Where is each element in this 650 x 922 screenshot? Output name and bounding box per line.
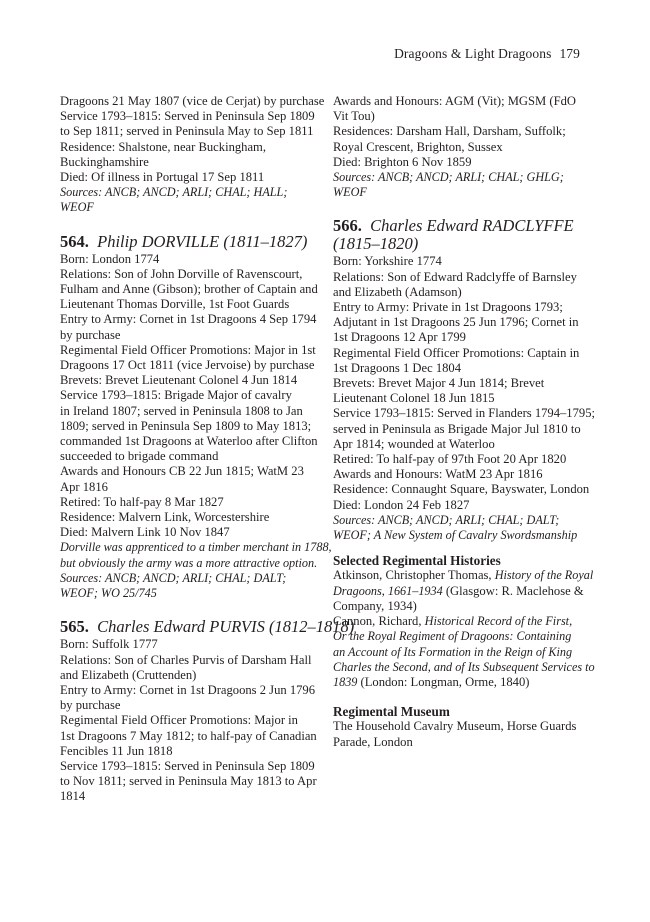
entry-number: 564. xyxy=(60,231,89,251)
text-line: Regimental Field Officer Promotions: Captain in xyxy=(333,345,580,360)
italic-line: WEOF xyxy=(60,200,94,215)
text-line: 1st Dragoons 12 Apr 1799 xyxy=(333,330,466,345)
italic-line: Or the Royal Regiment of Dragoons: Containing xyxy=(333,629,572,644)
text-line: Dragoons 17 Oct 1811 (vice Jervoise) by purchase xyxy=(60,358,315,373)
text-line: Born: Suffolk 1777 xyxy=(60,637,158,652)
italic-line: WEOF; A New System of Cavalry Swordsmanship xyxy=(333,528,578,543)
text-line: Awards and Honours: WatM 23 Apr 1816 xyxy=(333,467,543,482)
mixed-line xyxy=(333,614,595,629)
text-line: and Elizabeth (Adamson) xyxy=(333,284,462,299)
text-line: Apr 1814; wounded at Waterloo xyxy=(333,436,495,451)
text-line: Died: Brighton 6 Nov 1859 xyxy=(333,154,472,169)
italic-line: Sources: ANCB; ANCD; ARLI; CHAL; HALL; xyxy=(60,185,288,200)
text-line: Residence: Malvern Link, Worcestershire xyxy=(60,510,270,525)
text-line: Born: Yorkshire 1774 xyxy=(333,254,442,269)
entry-number: 566. xyxy=(333,216,362,236)
text-line: Service 1793–1815: Brigade Major of cavalry xyxy=(60,388,292,403)
text-line: to Nov 1811; served in Peninsula May 1813 to Apr xyxy=(60,774,317,789)
text-line: by purchase xyxy=(60,327,121,342)
text-line: Entry to Army: Cornet in 1st Dragoons 4 Sep 1794 xyxy=(60,312,317,327)
text-line: Died: Of illness in Portugal 17 Sep 1811 xyxy=(60,170,265,185)
text-line: Company, 1934) xyxy=(333,598,417,613)
text-line: Relations: Son of Edward Radclyffe of Barnsley xyxy=(333,269,577,284)
text-run: (London: Longman, Orme, 1840) xyxy=(357,674,530,689)
text-line: Awards and Honours CB 22 Jun 1815; WatM 23 xyxy=(60,464,304,479)
entry-number: 565. xyxy=(60,617,89,637)
entry-name-cont: (1815–1820) xyxy=(333,234,419,254)
text-line: Fulham and Anne (Gibson); brother of Captain and xyxy=(60,282,318,297)
entry-name: Charles Edward PURVIS (1812–1818) xyxy=(97,617,355,637)
entry-name: Philip DORVILLE (1811–1827) xyxy=(97,231,308,251)
text-line: Brevets: Brevet Major 4 Jun 1814; Brevet xyxy=(333,376,545,391)
mixed-line xyxy=(333,675,595,690)
page-number: 179 xyxy=(559,46,580,61)
italic-line: Sources: ANCB; ANCD; ARLI; CHAL; DALT; xyxy=(60,570,287,585)
text-run: Atkinson, Christopher Thomas, xyxy=(333,568,495,583)
text-line: Entry to Army: Cornet in 1st Dragoons 2 Jun 1796 xyxy=(60,682,316,697)
italic-line: Charles the Second, and of Its Subsequent Services to xyxy=(333,659,595,674)
text-run: Cannon, Richard, xyxy=(333,614,425,629)
text-line: Parade, London xyxy=(333,734,413,749)
section-heading: Selected Regimental Histories xyxy=(333,553,501,569)
text-line: 1809; served in Peninsula Sep 1809 to May 1813; xyxy=(60,418,312,433)
text-line: in Ireland 1807; served in Peninsula 1808 to Jan xyxy=(60,403,303,418)
italic-line: an Account of Its Formation in the Reign of King xyxy=(333,644,573,659)
text-line: to Sep 1811; served in Peninsula May to Sep 1811 xyxy=(60,124,314,139)
text-run: (Glasgow: R. Maclehose & xyxy=(442,583,584,598)
text-line: Vit Tou) xyxy=(333,109,375,124)
text-line: commanded 1st Dragoons at Waterloo after Clifton xyxy=(60,434,318,449)
text-line: Buckinghamshire xyxy=(60,154,149,169)
text-line: Awards and Honours: AGM (Vit); MGSM (FdO xyxy=(333,94,576,108)
text-line: Brevets: Brevet Lieutenant Colonel 4 Jun 1814 xyxy=(60,373,298,388)
text-line: Residence: Shalstone, near Buckingham, xyxy=(60,139,266,154)
entry-heading xyxy=(333,217,595,253)
text-line: Adjutant in 1st Dragoons 25 Jun 1796; Cornet in xyxy=(333,315,579,330)
text-line: Entry to Army: Private in 1st Dragoons 1793; xyxy=(333,300,563,315)
text-line: Died: London 24 Feb 1827 xyxy=(333,497,470,512)
section-heading: Regimental Museum xyxy=(333,704,450,720)
italic-line: WEOF; WO 25/745 xyxy=(60,586,157,601)
text-line: The Household Cavalry Museum, Horse Guards xyxy=(333,719,577,734)
text-line: Lieutenant Colonel 18 Jun 1815 xyxy=(333,391,495,406)
text-line: Residences: Darsham Hall, Darsham, Suffolk; xyxy=(333,124,566,139)
italic-title: Historical Record of the First, xyxy=(424,614,573,629)
text-line: Residence: Connaught Square, Bayswater, London xyxy=(333,482,590,497)
italic-line: but obviously the army was a more attractive option. xyxy=(60,555,318,570)
text-line: by purchase xyxy=(60,698,121,713)
text-line: Service 1793–1815: Served in Peninsula Sep 1809 xyxy=(60,109,315,124)
text-line: Retired: To half-pay of 97th Foot 20 Apr 1820 xyxy=(333,452,567,467)
running-head-title: Dragoons & Light Dragoons xyxy=(394,46,552,61)
text-line: Service 1793–1815: Served in Flanders 1794–1795; xyxy=(333,406,595,421)
mixed-line xyxy=(333,568,595,583)
running-head xyxy=(394,46,580,62)
mixed-line xyxy=(333,584,595,599)
text-line: 1st Dragoons 7 May 1812; to half-pay of Canadian xyxy=(60,728,317,743)
right-column xyxy=(333,94,595,750)
text-line: Dragoons 21 May 1807 (vice de Cerjat) by purchase xyxy=(60,94,325,108)
entry-name: Charles Edward RADCLYFFE xyxy=(370,216,574,236)
text-line: Died: Malvern Link 10 Nov 1847 xyxy=(60,525,230,540)
italic-title: History of the Royal xyxy=(494,568,594,583)
text-line: Regimental Field Officer Promotions: Major in xyxy=(60,713,298,728)
italic-line: Sources: ANCB; ANCD; ARLI; CHAL; GHLG; xyxy=(333,170,564,185)
text-line: served in Peninsula as Brigade Major Jul 1810 to xyxy=(333,421,581,436)
italic-line: Dorville was apprenticed to a timber merchant in 1788, xyxy=(60,540,332,555)
text-line: Born: London 1774 xyxy=(60,251,160,266)
text-line: Lieutenant Thomas Dorville, 1st Foot Guards xyxy=(60,297,290,312)
text-line: 1st Dragoons 1 Dec 1804 xyxy=(333,360,462,375)
italic-line: WEOF xyxy=(333,185,367,200)
text-line: Regimental Field Officer Promotions: Major in 1st xyxy=(60,342,316,357)
text-line: Service 1793–1815: Served in Peninsula Sep 1809 xyxy=(60,758,315,773)
text-line: Relations: Son of Charles Purvis of Darsham Hall xyxy=(60,652,312,667)
text-line: 1814 xyxy=(60,789,86,804)
text-line: Relations: Son of John Dorville of Ravenscourt, xyxy=(60,266,303,281)
text-line: Fencibles 11 Jun 1818 xyxy=(60,743,173,758)
text-line: Retired: To half-pay 8 Mar 1827 xyxy=(60,494,224,509)
text-line: succeeded to brigade command xyxy=(60,449,219,464)
italic-line: Sources: ANCB; ANCD; ARLI; CHAL; DALT; xyxy=(333,512,560,527)
entry-heading xyxy=(60,233,318,251)
text-line: Royal Crescent, Brighton, Sussex xyxy=(333,139,503,154)
italic-title: 1839 xyxy=(333,674,358,689)
text-line: Apr 1816 xyxy=(60,479,108,494)
entry-heading xyxy=(60,617,355,637)
text-line: and Elizabeth (Cruttenden) xyxy=(60,667,197,682)
italic-title: Dragoons, 1661–1934 xyxy=(333,583,443,598)
